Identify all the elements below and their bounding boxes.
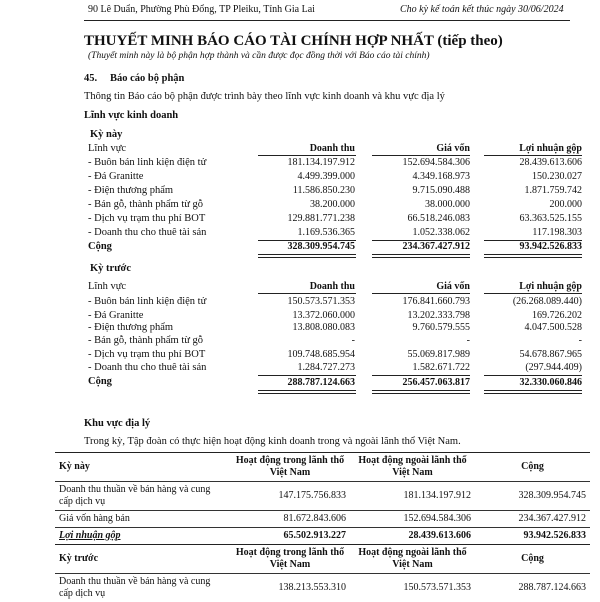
total-label: Cộng: [88, 376, 112, 387]
col-header-rule: [258, 293, 356, 294]
sector-cost: 9.760.579.555: [352, 322, 470, 333]
geo-intro: Trong kỳ, Tập đoàn có thực hiện hoạt động kinh doanh trong và ngoài lãnh thổ Việt Nam.: [84, 436, 461, 447]
sector-profit: 54.678.867.965: [470, 349, 582, 360]
sector-revenue: 38.200.000: [240, 199, 355, 210]
col-foreign-header: Hoạt động ngoài lãnh thổ Việt Nam: [350, 545, 475, 574]
col-header-rule: [484, 293, 582, 294]
table-header-row: [55, 453, 590, 482]
sector-name: - Doanh thu cho thuê tài sản: [88, 227, 206, 238]
previous-period-label: Kỳ trước: [90, 263, 131, 274]
geo-period-label: Kỳ này: [55, 453, 230, 482]
sector-cost: 66.518.246.083: [352, 213, 470, 224]
table-row: [55, 511, 590, 528]
total-double-rule: [372, 254, 470, 258]
sector-revenue: 1.169.536.365: [240, 227, 355, 238]
col-header-rule: [258, 155, 356, 156]
sector-profit: 150.230.027: [470, 171, 582, 182]
header-rule: [84, 20, 570, 21]
sector-revenue: 150.573.571.353: [240, 296, 355, 307]
domestic-value: 65.502.913.227: [230, 528, 350, 545]
row-label: Lợi nhuận gộp: [55, 528, 230, 545]
total-value: 234.367.427.912: [475, 511, 590, 528]
col-domestic-header: Hoạt động trong lãnh thổ Việt Nam: [230, 545, 350, 574]
sector-name: - Bán gỗ, thành phẩm từ gỗ: [88, 335, 203, 346]
sector-cost: 9.715.090.488: [352, 185, 470, 196]
total-value: 288.787.124.663: [475, 574, 590, 602]
page-subtitle: (Thuyết minh này là bộ phận hợp thành và cần được đọc đồng thời với Báo cáo tài chính): [88, 51, 430, 61]
sector-profit: -: [470, 335, 582, 346]
sector-cost: 176.841.660.793: [352, 296, 470, 307]
col-total-header: Cộng: [475, 453, 590, 482]
page-title: THUYẾT MINH BÁO CÁO TÀI CHÍNH HỢP NHẤT (tiếp theo): [84, 33, 503, 50]
subtotal-rule: [258, 375, 356, 376]
sector-profit: 200.000: [470, 199, 582, 210]
geo-previous-table: [55, 544, 590, 602]
row-label: Doanh thu thuần về bán hàng và cung cấp dịch vụ: [55, 574, 230, 602]
total-revenue: 328.309.954.745: [240, 241, 355, 252]
sector-cost: 1.052.338.062: [352, 227, 470, 238]
sector-profit: 28.439.613.606: [470, 157, 582, 168]
row-label: Doanh thu thuần về bán hàng và cung cấp dịch vụ: [55, 482, 230, 511]
col-sector-header: Lĩnh vực: [88, 143, 126, 154]
sector-profit: 169.726.202: [470, 310, 582, 321]
sector-cost: 55.069.817.989: [352, 349, 470, 360]
subtotal-rule: [484, 375, 582, 376]
sector-revenue: 13.808.080.083: [240, 322, 355, 333]
foreign-value: 150.573.571.353: [350, 574, 475, 602]
col-header-rule: [372, 293, 470, 294]
col-profit-header: Lợi nhuận gộp: [470, 281, 582, 292]
col-total-header: Cộng: [475, 545, 590, 574]
sector-cost: 38.000.000: [352, 199, 470, 210]
sector-profit: 4.047.500.528: [470, 322, 582, 333]
sector-revenue: -: [240, 335, 355, 346]
total-double-rule: [258, 254, 356, 258]
col-revenue-header: Doanh thu: [240, 143, 355, 154]
sector-cost: 13.202.333.798: [352, 310, 470, 321]
company-address: 90 Lê Duẩn, Phường Phù Đổng, TP Pleiku, Tỉnh Gia Lai: [88, 4, 315, 15]
sector-profit: 1.871.759.742: [470, 185, 582, 196]
sector-cost: 152.694.584.306: [352, 157, 470, 168]
sector-revenue: 1.284.727.273: [240, 362, 355, 373]
sector-revenue: 11.586.850.230: [240, 185, 355, 196]
sector-profit: (297.944.409): [470, 362, 582, 373]
col-cost-header: Giá vốn: [352, 281, 470, 292]
reporting-period: Cho kỳ kế toán kết thúc ngày 30/06/2024: [400, 4, 564, 15]
total-double-rule: [484, 390, 582, 394]
sector-cost: 4.349.168.973: [352, 171, 470, 182]
sector-revenue: 4.499.399.000: [240, 171, 355, 182]
total-profit: 32.330.060.846: [470, 377, 582, 388]
table-row: [55, 482, 590, 511]
total-double-rule: [372, 390, 470, 394]
total-value: 93.942.526.833: [475, 528, 590, 545]
table-row: [55, 528, 590, 545]
sector-profit: (26.268.089.440): [470, 296, 582, 307]
domestic-value: 147.175.756.833: [230, 482, 350, 511]
geo-segment-title: Khu vực địa lý: [84, 418, 150, 429]
sector-name: - Doanh thu cho thuê tài sản: [88, 362, 206, 373]
table-header-row: [55, 545, 590, 574]
sector-revenue: 129.881.771.238: [240, 213, 355, 224]
col-profit-header: Lợi nhuận gộp: [470, 143, 582, 154]
subtotal-rule: [372, 375, 470, 376]
col-revenue-header: Doanh thu: [240, 281, 355, 292]
col-header-rule: [372, 155, 470, 156]
sector-revenue: 181.134.197.912: [240, 157, 355, 168]
section-intro: Thông tin Báo cáo bộ phận được trình bày theo lĩnh vực kinh doanh và khu vực địa lý: [84, 91, 445, 102]
foreign-value: 152.694.584.306: [350, 511, 475, 528]
section-number: 45.: [84, 73, 97, 84]
sector-name: - Bán gỗ, thành phẩm từ gỗ: [88, 199, 203, 210]
business-segment-title: Lĩnh vực kinh doanh: [84, 110, 178, 121]
sector-name: - Buôn bán linh kiện điện tử: [88, 157, 206, 168]
total-profit: 93.942.526.833: [470, 241, 582, 252]
table-row: [55, 574, 590, 602]
current-period-label: Kỳ này: [90, 129, 122, 140]
geo-period-label: Kỳ trước: [55, 545, 230, 574]
col-foreign-header: Hoạt động ngoài lãnh thổ Việt Nam: [350, 453, 475, 482]
sector-revenue: 109.748.685.954: [240, 349, 355, 360]
sector-profit: 117.198.303: [470, 227, 582, 238]
sector-name: - Dịch vụ trạm thu phí BOT: [88, 349, 205, 360]
total-revenue: 288.787.124.663: [240, 377, 355, 388]
col-cost-header: Giá vốn: [352, 143, 470, 154]
col-domestic-header: Hoạt động trong lãnh thổ Việt Nam: [230, 453, 350, 482]
total-cost: 234.367.427.912: [352, 241, 470, 252]
section-title: Báo cáo bộ phận: [110, 73, 184, 84]
foreign-value: 181.134.197.912: [350, 482, 475, 511]
total-value: 328.309.954.745: [475, 482, 590, 511]
row-label: Giá vốn hàng bán: [55, 511, 230, 528]
total-double-rule: [258, 390, 356, 394]
sector-name: - Dịch vụ trạm thu phí BOT: [88, 213, 205, 224]
sector-name: - Điện thương phẩm: [88, 322, 173, 333]
foreign-value: 28.439.613.606: [350, 528, 475, 545]
sector-profit: 63.363.525.155: [470, 213, 582, 224]
sector-name: - Đá Granitte: [88, 171, 143, 182]
total-cost: 256.457.063.817: [352, 377, 470, 388]
col-sector-header: Lĩnh vực: [88, 281, 126, 292]
sector-cost: 1.582.671.722: [352, 362, 470, 373]
total-double-rule: [484, 254, 582, 258]
domestic-value: 138.213.553.310: [230, 574, 350, 602]
sector-name: - Đá Granitte: [88, 310, 143, 321]
sector-name: - Buôn bán linh kiện điện tử: [88, 296, 206, 307]
total-label: Cộng: [88, 241, 112, 252]
sector-name: - Điện thương phẩm: [88, 185, 173, 196]
col-header-rule: [484, 155, 582, 156]
sector-revenue: 13.372.060.000: [240, 310, 355, 321]
domestic-value: 81.672.843.606: [230, 511, 350, 528]
geo-current-table: [55, 452, 590, 545]
sector-cost: -: [352, 335, 470, 346]
